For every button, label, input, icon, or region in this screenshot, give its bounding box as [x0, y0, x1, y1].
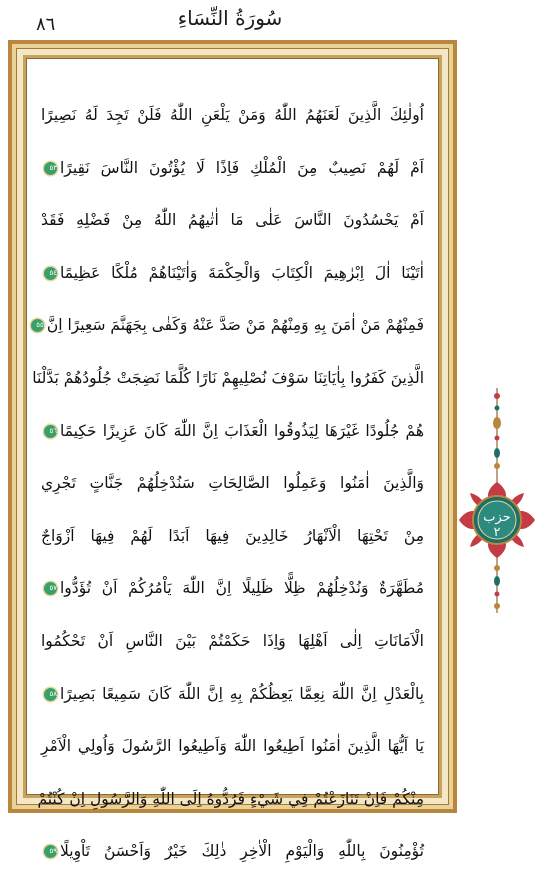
verse-text: مُطَهَّرَةٌ وَنُدْخِلُهُمْ ظِلًّا ظَلِيلًا اِنَّ اللّٰهَ يَاْمُرُكُمْ اَنْ تُؤَدُّوا [60, 579, 424, 598]
verse-text: يَا اَيُّهَا الَّذِينَ اٰمَنُوا اَطِيعُوا اللّٰهَ وَاَطِيعُوا الرَّسُولَ وَاُولِي الْاَمْرِ [41, 737, 424, 756]
surah-title: سُورَةُ النِّسَاءِ [177, 6, 283, 30]
verse-text: الَّذِينَ كَفَرُوا بِاٰيَاتِنَا سَوْفَ نُصْلِيهِمْ نَارًا كُلَّمَا نَضِجَتْ جُلُودُهُمْ بَدَّلْنَا [32, 368, 424, 387]
verse-line [41, 194, 424, 247]
verse-line [41, 615, 424, 668]
verse-text: تُؤْمِنُونَ بِاللّٰهِ وَالْيَوْمِ الْاٰخِرِ ذٰلِكَ خَيْرٌ وَاَحْسَنُ تَاْوِيلًا [60, 842, 424, 861]
verse-line [41, 247, 424, 300]
verse-text: اَمْ لَهُمْ نَصِيبٌ مِنَ الْمُلْكِ فَاِذًا لَا يُؤْتُونَ النَّاسَ نَقِيرًا [60, 158, 424, 177]
verse-text: مِنْ تَحْتِهَا الْاَنْهَارُ خَالِدِينَ فِيهَا اَبَدًا لَهُمْ فِيهَا اَزْوَاجٌ [41, 526, 424, 545]
verse-text: الْاَمَانَاتِ اِلٰى اَهْلِهَا وَاِذَا حَكَمْتُمْ بَيْنَ النَّاسِ اَنْ تَحْكُمُوا [41, 631, 424, 650]
verse-line [41, 405, 424, 458]
page-number: ٨٦ [36, 14, 56, 35]
verse-text: هُمْ جُلُودًا غَيْرَهَا لِيَذُوقُوا الْعَذَابَ اِنَّ اللّٰهَ كَانَ عَزِيزًا حَكِيمًا [60, 421, 424, 440]
verse-text: اُولٰئِكَ الَّذِينَ لَعَنَهُمُ اللّٰهُ وَمَنْ يَلْعَنِ اللّٰهُ فَلَنْ تَجِدَ لَهُ نَصِيرًا [41, 106, 424, 124]
verse-line [41, 668, 424, 721]
verse-line [41, 457, 424, 510]
verse-line [41, 89, 424, 142]
text-area [26, 58, 439, 861]
ayah-number-marker: ٥٣ [44, 162, 57, 175]
verse-text: بِالْعَدْلِ اِنَّ اللّٰهَ نِعِمَّا يَعِظُكُمْ بِهِ اِنَّ اللّٰهَ كَانَ سَمِيعًا بَصِيرًا [60, 684, 424, 703]
verse-lines [32, 89, 424, 878]
verse-text: وَالَّذِينَ اٰمَنُوا وَعَمِلُوا الصَّالِحَاتِ سَنُدْخِلُهُمْ جَنَّاتٍ تَجْرِي [41, 474, 424, 493]
frame-border-gold [23, 55, 442, 861]
verse-line [41, 142, 424, 195]
verse-line [32, 352, 424, 405]
verse-line [41, 510, 424, 563]
ayah-number-marker: ٥٩ [44, 845, 57, 858]
ayah-number-marker: ٥٦ [44, 425, 57, 438]
page-header [0, 0, 540, 40]
page-frame [8, 40, 457, 861]
frame-border [12, 44, 453, 861]
ayah-number-marker: ٥٧ [44, 582, 57, 595]
ayah-number-marker: ٥٤ [44, 267, 57, 280]
ayah-number-marker: ٥٨ [44, 688, 57, 701]
verse-text: فَمِنْهُمْ مَنْ اٰمَنَ بِهِ وَمِنْهُمْ مَنْ صَدَّ عَنْهُ وَكَفٰى بِجَهَنَّمَ سَعِيرًا اِنَّ [46, 316, 424, 335]
verse-text: اَمْ يَحْسُدُونَ النَّاسَ عَلٰى مَا اٰتٰيهُمُ اللّٰهُ مِنْ فَضْلِهِ فَقَدْ [41, 211, 424, 230]
verse-text: مِنْكُمْ فَاِنْ تَنَازَعْتُمْ فِي شَيْءٍ فَرُدُّوهُ اِلَى اللّٰهِ وَالرَّسُولِ اِنْ كُنْتُمْ [37, 789, 424, 808]
ayah-number-marker: ٥٥ [31, 319, 44, 332]
hizb-ornament [462, 388, 532, 613]
verse-line [41, 562, 424, 615]
frame-border-inner [16, 48, 449, 861]
verse-line [37, 773, 424, 826]
verse-text: اٰتَيْنَا اٰلَ اِبْرٰهِيمَ الْكِتَابَ وَالْحِكْمَةَ وَاٰتَيْنَاهُمْ مُلْكًا عَظِيمًا [60, 263, 424, 282]
verse-line [41, 825, 424, 878]
verse-line [36, 299, 424, 352]
verse-line [41, 720, 424, 773]
hizb-label: حزب ٢ [483, 510, 511, 540]
